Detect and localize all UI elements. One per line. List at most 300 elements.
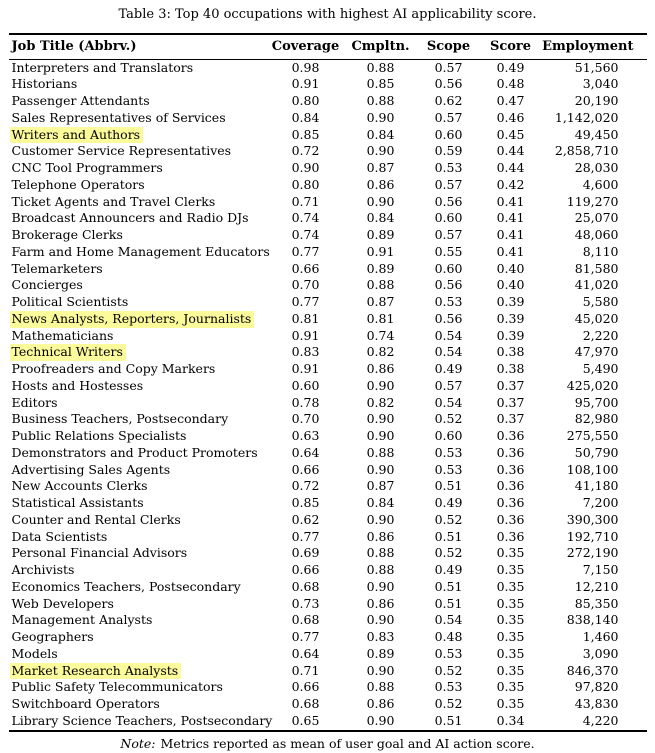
job-title-cell xyxy=(9,395,267,412)
score-cell: 0.39 xyxy=(496,294,525,309)
job-title-text: Customer Service Representatives xyxy=(11,143,232,159)
table-header xyxy=(9,34,647,59)
score-cell: 0.44 xyxy=(496,143,525,159)
coverage-cell: 0.90 xyxy=(291,160,320,175)
coverage-cell: 0.91 xyxy=(291,327,320,343)
table-caption: Table 3: Top 40 occupations with highest AI applicability score. xyxy=(118,7,537,22)
job-title-text: Editors xyxy=(11,394,58,410)
employment-cell: 425,020 xyxy=(566,377,619,393)
employment-cell: 82,980 xyxy=(574,411,619,427)
scope-cell: 0.56 xyxy=(434,76,463,92)
employment-cell: 3,040 xyxy=(582,76,619,92)
coverage-cell: 0.73 xyxy=(291,595,320,611)
job-title-text: Technical Writers xyxy=(10,344,126,361)
scope-cell: 0.49 xyxy=(434,495,463,510)
employment-cell: 2,220 xyxy=(582,327,619,343)
table-row xyxy=(9,261,647,278)
table-row xyxy=(9,244,647,261)
table-row xyxy=(9,579,647,596)
job-title-cell xyxy=(9,344,267,361)
job-title-cell xyxy=(9,110,267,127)
cmpltn-cell: 0.86 xyxy=(366,528,395,544)
coverage-cell: 0.71 xyxy=(291,193,320,209)
table-row xyxy=(9,478,647,495)
note-text: Metrics reported as mean of user goal and AI action score. xyxy=(160,735,535,751)
coverage-cell: 0.77 xyxy=(291,528,320,544)
scope-cell: 0.55 xyxy=(434,243,463,259)
score-cell: 0.46 xyxy=(496,109,525,125)
table-row xyxy=(9,311,647,328)
employment-cell: 81,580 xyxy=(574,260,619,276)
score-cell: 0.36 xyxy=(496,478,525,494)
job-title-cell xyxy=(9,294,267,311)
scope-cell: 0.51 xyxy=(434,712,463,728)
coverage-cell: 0.85 xyxy=(291,126,320,142)
job-title-text: Broadcast Announcers and Radio DJs xyxy=(11,210,249,226)
score-cell: 0.36 xyxy=(496,511,525,527)
table-row xyxy=(9,462,647,479)
job-title-text: Web Developers xyxy=(11,595,114,611)
coverage-cell: 0.64 xyxy=(291,444,320,460)
table-row xyxy=(9,562,647,579)
employment-cell: 4,220 xyxy=(582,712,619,728)
job-title-text: Personal Financial Advisors xyxy=(11,545,188,561)
score-cell: 0.39 xyxy=(496,310,525,326)
employment-cell: 275,550 xyxy=(566,428,619,443)
score-cell: 0.36 xyxy=(496,428,525,443)
employment-cell: 1,142,020 xyxy=(554,109,619,125)
scope-cell: 0.60 xyxy=(434,126,463,142)
score-cell: 0.36 xyxy=(496,528,525,544)
scope-cell: 0.60 xyxy=(434,210,463,226)
score-cell: 0.40 xyxy=(496,260,525,276)
table-row xyxy=(9,696,647,713)
coverage-cell: 0.91 xyxy=(291,76,320,92)
job-title-cell xyxy=(9,612,267,629)
coverage-cell: 0.68 xyxy=(291,696,320,711)
job-title-cell xyxy=(9,712,273,731)
job-title-cell xyxy=(9,160,267,177)
table-row xyxy=(9,612,647,629)
scope-cell: 0.54 xyxy=(434,344,463,360)
scope-cell: 0.56 xyxy=(434,277,463,293)
employment-cell: 12,210 xyxy=(574,578,619,594)
scope-cell: 0.60 xyxy=(434,260,463,276)
job-title-text: Public Safety Telecommunicators xyxy=(11,679,223,695)
coverage-cell: 0.83 xyxy=(291,344,320,360)
score-cell: 0.42 xyxy=(496,176,525,192)
job-title-text: Passenger Attendants xyxy=(11,93,150,108)
job-title-cell xyxy=(9,361,267,378)
table-row xyxy=(9,59,647,76)
cmpltn-cell: 0.90 xyxy=(366,428,395,443)
coverage-cell: 0.68 xyxy=(291,612,320,628)
job-title-text: Library Science Teachers, Postsecondary xyxy=(11,712,273,728)
coverage-cell: 0.77 xyxy=(291,243,320,259)
scope-cell: 0.52 xyxy=(434,662,463,678)
score-cell: 0.41 xyxy=(496,243,525,259)
job-title-cell xyxy=(9,311,267,328)
cmpltn-cell: 0.86 xyxy=(366,696,395,711)
job-title-cell xyxy=(9,596,267,613)
coverage-cell: 0.70 xyxy=(291,411,320,427)
cmpltn-cell: 0.90 xyxy=(366,411,395,427)
job-title-text: CNC Tool Programmers xyxy=(11,160,163,175)
table-row xyxy=(9,160,647,177)
header-coverage: Coverage xyxy=(267,34,345,59)
header-cmpltn: Cmpltn. xyxy=(345,34,417,59)
cmpltn-cell: 0.90 xyxy=(366,143,395,159)
score-cell: 0.49 xyxy=(496,59,525,75)
job-title-cell xyxy=(9,210,267,227)
job-title-text: Mathematicians xyxy=(11,327,114,343)
job-title-text: Geographers xyxy=(11,629,94,644)
table-row xyxy=(9,395,647,412)
employment-cell: 41,180 xyxy=(574,478,619,494)
employment-cell: 7,150 xyxy=(582,562,619,577)
score-cell: 0.35 xyxy=(496,595,525,611)
table-row xyxy=(9,210,647,227)
table-row xyxy=(9,428,647,445)
scope-cell: 0.57 xyxy=(434,59,463,75)
employment-cell: 25,070 xyxy=(574,210,619,226)
coverage-cell: 0.62 xyxy=(291,511,320,527)
table-row xyxy=(9,194,647,211)
scope-cell: 0.51 xyxy=(434,595,463,611)
cmpltn-cell: 0.91 xyxy=(366,243,395,259)
scope-cell: 0.54 xyxy=(434,327,463,343)
table-row xyxy=(9,127,647,144)
table-row xyxy=(9,110,647,127)
score-cell: 0.35 xyxy=(496,612,525,628)
job-title-cell xyxy=(9,579,267,596)
employment-cell: 3,090 xyxy=(582,645,619,661)
employment-cell: 95,700 xyxy=(574,394,619,410)
job-title-text: Demonstrators and Product Promoters xyxy=(11,444,258,460)
scope-cell: 0.52 xyxy=(434,411,463,427)
job-title-cell xyxy=(9,646,267,663)
job-title-text: Public Relations Specialists xyxy=(11,428,187,443)
job-title-text: Writers and Authors xyxy=(10,127,144,144)
scope-cell: 0.59 xyxy=(434,143,463,159)
table-row xyxy=(9,529,647,546)
job-title-cell xyxy=(9,76,267,93)
score-cell: 0.36 xyxy=(496,444,525,460)
employment-cell: 47,970 xyxy=(574,344,619,360)
employment-cell: 85,350 xyxy=(574,595,619,611)
employment-cell: 846,370 xyxy=(566,662,619,678)
job-title-cell xyxy=(9,696,267,713)
job-title-cell xyxy=(9,127,267,144)
header-scope: Scope xyxy=(417,34,481,59)
score-cell: 0.39 xyxy=(496,327,525,343)
score-cell: 0.35 xyxy=(496,545,525,561)
job-title-text: Farm and Home Management Educators xyxy=(11,243,270,259)
job-title-cell xyxy=(9,194,267,211)
score-cell: 0.48 xyxy=(496,76,525,92)
cmpltn-cell: 0.87 xyxy=(366,294,395,309)
cmpltn-cell: 0.84 xyxy=(366,495,395,510)
coverage-cell: 0.65 xyxy=(291,712,320,728)
job-title-cell xyxy=(9,428,267,445)
employment-cell: 4,600 xyxy=(582,176,619,192)
job-title-cell xyxy=(9,93,267,110)
cmpltn-cell: 0.87 xyxy=(366,160,395,175)
coverage-cell: 0.98 xyxy=(291,59,320,75)
employment-cell: 20,190 xyxy=(574,93,619,108)
coverage-cell: 0.80 xyxy=(291,176,320,192)
job-title-cell xyxy=(9,462,267,479)
cmpltn-cell: 0.88 xyxy=(366,93,395,108)
scope-cell: 0.52 xyxy=(434,511,463,527)
job-title-cell xyxy=(9,227,267,244)
employment-cell: 49,450 xyxy=(574,126,619,142)
employment-cell: 390,300 xyxy=(566,511,619,527)
job-title-text: Telephone Operators xyxy=(11,176,145,192)
score-cell: 0.41 xyxy=(496,193,525,209)
job-title-text: Proofreaders and Copy Markers xyxy=(11,361,216,376)
table-row xyxy=(9,277,647,294)
cmpltn-cell: 0.90 xyxy=(366,461,395,477)
cmpltn-cell: 0.82 xyxy=(366,394,395,410)
employment-cell: 43,830 xyxy=(574,696,619,711)
job-title-text: Political Scientists xyxy=(11,294,129,309)
coverage-cell: 0.74 xyxy=(291,210,320,226)
scope-cell: 0.56 xyxy=(434,310,463,326)
job-title-cell xyxy=(9,478,267,495)
table-row xyxy=(9,445,647,462)
header-job-title: Job Title (Abbrv.) xyxy=(9,34,267,59)
table-row xyxy=(9,713,647,731)
cmpltn-cell: 0.84 xyxy=(366,210,395,226)
score-cell: 0.34 xyxy=(496,712,525,728)
job-title-cell xyxy=(9,512,267,529)
job-title-cell xyxy=(9,59,267,76)
coverage-cell: 0.63 xyxy=(291,428,320,443)
cmpltn-cell: 0.90 xyxy=(366,662,395,678)
cmpltn-cell: 0.90 xyxy=(366,109,395,125)
coverage-cell: 0.66 xyxy=(291,260,320,276)
cmpltn-cell: 0.90 xyxy=(366,193,395,209)
job-title-text: News Analysts, Reporters, Journalists xyxy=(10,311,255,328)
job-title-cell xyxy=(9,562,267,579)
table-row xyxy=(9,294,647,311)
cmpltn-cell: 0.88 xyxy=(366,277,395,293)
job-title-cell xyxy=(9,445,267,462)
cmpltn-cell: 0.88 xyxy=(366,679,395,695)
cmpltn-cell: 0.89 xyxy=(366,227,395,242)
job-title-cell xyxy=(9,143,267,160)
job-title-cell xyxy=(9,679,267,696)
table-row xyxy=(9,596,647,613)
score-cell: 0.45 xyxy=(496,126,525,142)
score-cell: 0.44 xyxy=(496,160,525,175)
header-score: Score xyxy=(481,34,541,59)
score-cell: 0.35 xyxy=(496,562,525,577)
job-title-text: Archivists xyxy=(11,562,75,577)
coverage-cell: 0.78 xyxy=(291,394,320,410)
job-title-cell xyxy=(9,411,267,428)
scope-cell: 0.53 xyxy=(434,461,463,477)
scope-cell: 0.51 xyxy=(434,478,463,494)
score-cell: 0.35 xyxy=(496,679,525,695)
score-cell: 0.35 xyxy=(496,696,525,711)
coverage-cell: 0.77 xyxy=(291,294,320,309)
employment-cell: 7,200 xyxy=(582,495,619,510)
employment-cell: 8,110 xyxy=(582,243,619,259)
table-row xyxy=(9,629,647,646)
score-cell: 0.38 xyxy=(496,344,525,360)
table-row xyxy=(9,227,647,244)
employment-cell: 5,580 xyxy=(582,294,619,309)
table-row xyxy=(9,328,647,345)
employment-cell: 5,490 xyxy=(582,361,619,376)
job-title-text: Hosts and Hostesses xyxy=(11,377,144,393)
cmpltn-cell: 0.88 xyxy=(366,444,395,460)
header-row xyxy=(9,34,647,59)
job-title-text: Management Analysts xyxy=(11,612,153,628)
employment-cell: 51,560 xyxy=(574,59,619,75)
coverage-cell: 0.70 xyxy=(291,277,320,293)
cmpltn-cell: 0.89 xyxy=(366,260,395,276)
scope-cell: 0.57 xyxy=(434,227,463,242)
cmpltn-cell: 0.89 xyxy=(366,645,395,661)
job-title-text: Historians xyxy=(11,76,78,92)
table-row xyxy=(9,646,647,663)
table-row xyxy=(9,495,647,512)
table-row xyxy=(9,143,647,160)
employment-cell: 50,790 xyxy=(574,444,619,460)
table-note xyxy=(0,736,655,751)
scope-cell: 0.53 xyxy=(434,294,463,309)
cmpltn-cell: 0.88 xyxy=(366,59,395,75)
cmpltn-cell: 0.86 xyxy=(366,361,395,376)
coverage-cell: 0.71 xyxy=(291,662,320,678)
score-cell: 0.37 xyxy=(496,377,525,393)
job-title-cell xyxy=(9,243,270,261)
employment-cell: 192,710 xyxy=(566,528,619,544)
coverage-cell: 0.77 xyxy=(291,629,320,644)
employment-cell: 838,140 xyxy=(566,612,619,628)
table-row xyxy=(9,344,647,361)
coverage-cell: 0.84 xyxy=(291,109,320,125)
table-row xyxy=(9,512,647,529)
cmpltn-cell: 0.86 xyxy=(366,176,395,192)
cmpltn-cell: 0.82 xyxy=(366,344,395,360)
scope-cell: 0.53 xyxy=(434,444,463,460)
cmpltn-cell: 0.86 xyxy=(366,595,395,611)
employment-cell: 272,190 xyxy=(566,545,619,561)
table-row xyxy=(9,76,647,93)
job-title-text: Data Scientists xyxy=(11,528,108,544)
scope-cell: 0.52 xyxy=(434,696,463,711)
table-row xyxy=(9,679,647,696)
job-title-text: Models xyxy=(11,645,58,661)
scope-cell: 0.54 xyxy=(434,612,463,628)
scope-cell: 0.51 xyxy=(434,528,463,544)
job-title-text: Market Research Analysts xyxy=(10,663,182,680)
coverage-cell: 0.66 xyxy=(291,461,320,477)
cmpltn-cell: 0.87 xyxy=(366,478,395,494)
employment-cell: 48,060 xyxy=(574,227,619,242)
cmpltn-cell: 0.90 xyxy=(366,612,395,628)
employment-cell: 41,020 xyxy=(574,277,619,293)
job-title-text: Telemarketers xyxy=(11,260,103,276)
scope-cell: 0.62 xyxy=(434,93,463,108)
score-cell: 0.37 xyxy=(496,394,525,410)
coverage-cell: 0.60 xyxy=(291,377,320,393)
cmpltn-cell: 0.81 xyxy=(366,310,395,326)
coverage-cell: 0.85 xyxy=(291,495,320,510)
job-title-text: Business Teachers, Postsecondary xyxy=(11,411,229,427)
scope-cell: 0.57 xyxy=(434,377,463,393)
score-cell: 0.35 xyxy=(496,629,525,644)
score-cell: 0.36 xyxy=(496,461,525,477)
scope-cell: 0.60 xyxy=(434,428,463,443)
job-title-cell xyxy=(9,663,267,680)
coverage-cell: 0.91 xyxy=(291,361,320,376)
coverage-cell: 0.69 xyxy=(291,545,320,561)
coverage-cell: 0.66 xyxy=(291,679,320,695)
table-row xyxy=(9,177,647,194)
cmpltn-cell: 0.88 xyxy=(366,562,395,577)
employment-cell: 108,100 xyxy=(566,461,619,477)
score-cell: 0.40 xyxy=(496,277,525,293)
cmpltn-cell: 0.85 xyxy=(366,76,395,92)
job-title-cell xyxy=(9,529,267,546)
coverage-cell: 0.74 xyxy=(291,227,320,242)
employment-cell: 119,270 xyxy=(566,193,619,209)
job-title-text: Interpreters and Translators xyxy=(11,59,194,75)
header-employment: Employment xyxy=(541,34,647,59)
cmpltn-cell: 0.74 xyxy=(366,327,395,343)
job-title-text: Economics Teachers, Postsecondary xyxy=(11,578,241,594)
coverage-cell: 0.66 xyxy=(291,562,320,577)
cmpltn-cell: 0.90 xyxy=(366,578,395,594)
employment-cell: 28,030 xyxy=(574,160,619,175)
scope-cell: 0.52 xyxy=(434,545,463,561)
coverage-cell: 0.81 xyxy=(291,310,320,326)
job-title-text: Brokerage Clerks xyxy=(11,227,123,242)
coverage-cell: 0.64 xyxy=(291,645,320,661)
score-cell: 0.47 xyxy=(496,93,525,108)
scope-cell: 0.48 xyxy=(434,629,463,644)
employment-cell: 97,820 xyxy=(574,679,619,695)
score-cell: 0.35 xyxy=(496,578,525,594)
scope-cell: 0.57 xyxy=(434,176,463,192)
job-title-text: Statistical Assistants xyxy=(11,495,144,510)
job-title-cell xyxy=(9,261,267,278)
cmpltn-cell: 0.83 xyxy=(366,629,395,644)
scope-cell: 0.53 xyxy=(434,679,463,695)
cmpltn-cell: 0.88 xyxy=(366,545,395,561)
scope-cell: 0.49 xyxy=(434,361,463,376)
employment-cell: 2,858,710 xyxy=(554,143,619,159)
table-body xyxy=(9,59,647,731)
score-cell: 0.37 xyxy=(496,411,525,427)
job-title-text: Sales Representatives of Services xyxy=(11,109,226,125)
coverage-cell: 0.68 xyxy=(291,578,320,594)
table-row xyxy=(9,663,647,680)
scope-cell: 0.57 xyxy=(434,109,463,125)
score-cell: 0.41 xyxy=(496,227,525,242)
employment-cell: 45,020 xyxy=(574,310,619,326)
job-title-cell xyxy=(9,545,267,562)
score-cell: 0.35 xyxy=(496,645,525,661)
scope-cell: 0.51 xyxy=(434,578,463,594)
job-title-text: Counter and Rental Clerks xyxy=(11,511,181,527)
job-title-cell xyxy=(9,328,267,345)
